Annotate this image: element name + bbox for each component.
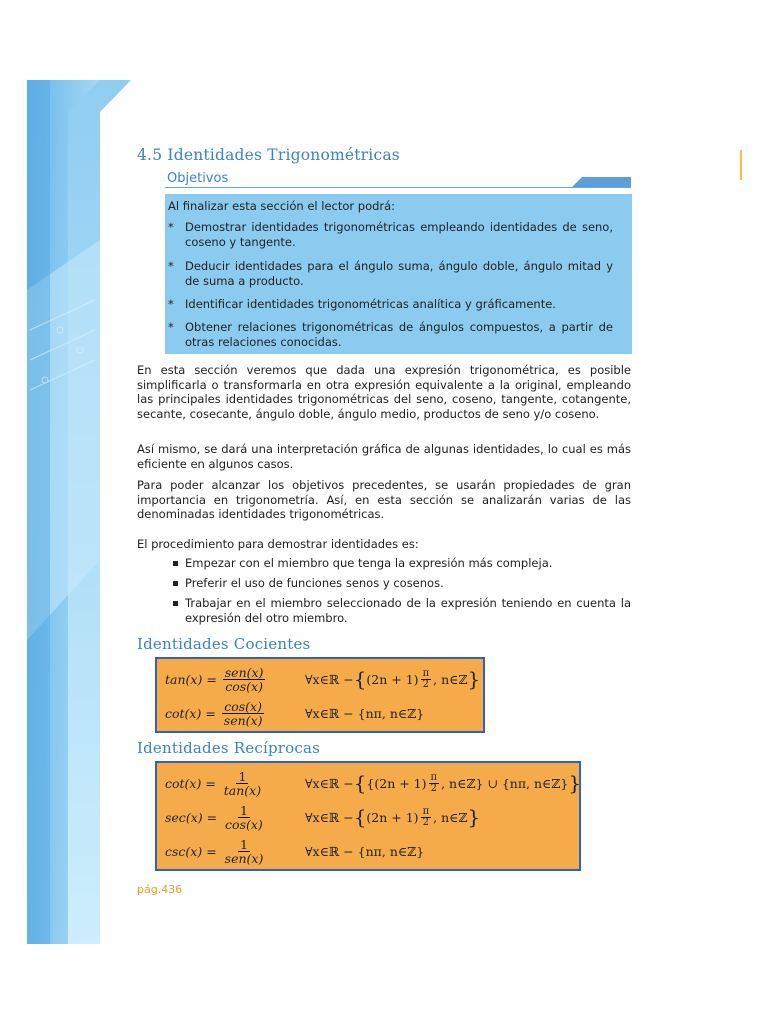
square-bullet-icon: [173, 581, 178, 586]
domain-expression: ∀x∈ℝ − { (2n + 1) $\frac{\pi}{2}$ , n∈ℤ }: [305, 667, 481, 691]
page-number: pág.436: [137, 883, 183, 896]
reciprocas-formula-box: cot(x) = $\frac{1}{\tan(x)}$ ∀x∈ℝ − { {(2n + 1) $\frac{\pi}{2}$ , n∈ℤ} ∪ {nπ, n∈ℤ} } sec(x) = $\frac{1}{\cos(x)}$ ∀x∈ℝ − { (2n + 1) $\frac{\pi}{2}$ , n∈ℤ } csc(x) = $\frac{1}{\text{sen(x)}}$ ∀x∈ℝ − {nπ, n∈ℤ}: [155, 761, 581, 871]
fraction: $\frac{\cos(x)}{\text{sen(x)}}$: [223, 698, 263, 728]
domain-expression: ∀x∈ℝ − {nπ, n∈ℤ}: [305, 843, 425, 859]
objectives-title: Objetivos: [167, 171, 229, 186]
objective-item: * Demostrar identidades trigonométricas empleando identidades de seno, coseno y tangente.: [168, 220, 613, 249]
square-bullet-icon: [173, 601, 178, 606]
section-title: 4.5 Identidades Trigonométricas: [137, 146, 400, 164]
domain-expression: ∀x∈ℝ − { {(2n + 1) $\frac{\pi}{2}$ , n∈ℤ} ∪ {nπ, n∈ℤ} }: [305, 771, 582, 795]
cocientes-formula-box: tan(x) = $\frac{\text{sen(x)}}{\cos(x)}$ ∀x∈ℝ − { (2n + 1) $\frac{\pi}{2}$ , n∈ℤ } cot(x) = $\frac{\cos(x)}{\text{sen(x)}}$ ∀x∈ℝ − {nπ, n∈ℤ}: [155, 657, 485, 733]
fraction: $\frac{1}{\cos(x)}$: [225, 802, 263, 832]
objectives-rule: [165, 187, 631, 188]
decorative-side-band: [0, 0, 140, 1024]
page-edge-mark: [740, 150, 742, 180]
procedure-item: Empezar con el miembro que tenga la expresión más compleja.: [173, 556, 631, 571]
objectives-intro: Al finalizar esta sección el lector podrá:: [168, 199, 396, 213]
asterisk-bullet-icon: *: [168, 320, 174, 334]
paragraph-objectives: Para poder alcanzar los objetivos precedentes, se usarán propiedades de gran importancia en trigonometría. Así, en esta sección se analizarán varias de las denominadas identidades trigonométricas.: [137, 478, 631, 521]
asterisk-bullet-icon: *: [168, 297, 174, 311]
reciprocas-title: Identidades Recíprocas: [137, 739, 320, 757]
asterisk-bullet-icon: *: [168, 259, 174, 273]
procedure-item: Trabajar en el miembro seleccionado de la expresión teniendo en cuenta la expresión del otro miembro.: [173, 596, 631, 625]
domain-expression: ∀x∈ℝ − {nπ, n∈ℤ}: [305, 705, 425, 721]
objective-item: * Identificar identidades trigonométricas analítica y gráficamente.: [168, 297, 556, 311]
fraction: $\frac{1}{\tan(x)}$: [223, 768, 262, 798]
fraction: $\frac{\text{sen(x)}}{\cos(x)}$: [224, 664, 264, 694]
paragraph-graphical: Así mismo, se dará una interpretación gráfica de algunas identidades, lo cual es más eficiente en algunos casos.: [137, 442, 631, 471]
domain-expression: ∀x∈ℝ − { (2n + 1) $\frac{\pi}{2}$ , n∈ℤ }: [305, 805, 481, 829]
cocientes-title: Identidades Cocientes: [137, 635, 311, 653]
paragraph-intro: En esta sección veremos que dada una expresión trigonométrica, es posible simplificarla o transformarla en otra expresión equivalente a la original, empleando las principales identidades trigonométricas del seno, coseno, tangente, cotangente, secante, cosecante, ángulo doble, ángulo medio, productos de seno y/o coseno.: [137, 363, 631, 421]
objective-item: * Deducir identidades para el ángulo suma, ángulo doble, ángulo mitad y de suma a producto.: [168, 259, 613, 288]
square-bullet-icon: [173, 561, 178, 566]
objectives-tab-decoration: [572, 177, 631, 187]
fraction: $\frac{1}{\text{sen(x)}}$: [224, 836, 264, 866]
objective-item: * Obtener relaciones trigonométricas de ángulos compuestos, a partir de otras relaciones conocidas.: [168, 320, 613, 349]
procedure-item: Preferir el uso de funciones senos y cosenos.: [173, 576, 631, 591]
asterisk-bullet-icon: *: [168, 220, 174, 234]
procedure-intro: El procedimiento para demostrar identidades es:: [137, 537, 419, 551]
